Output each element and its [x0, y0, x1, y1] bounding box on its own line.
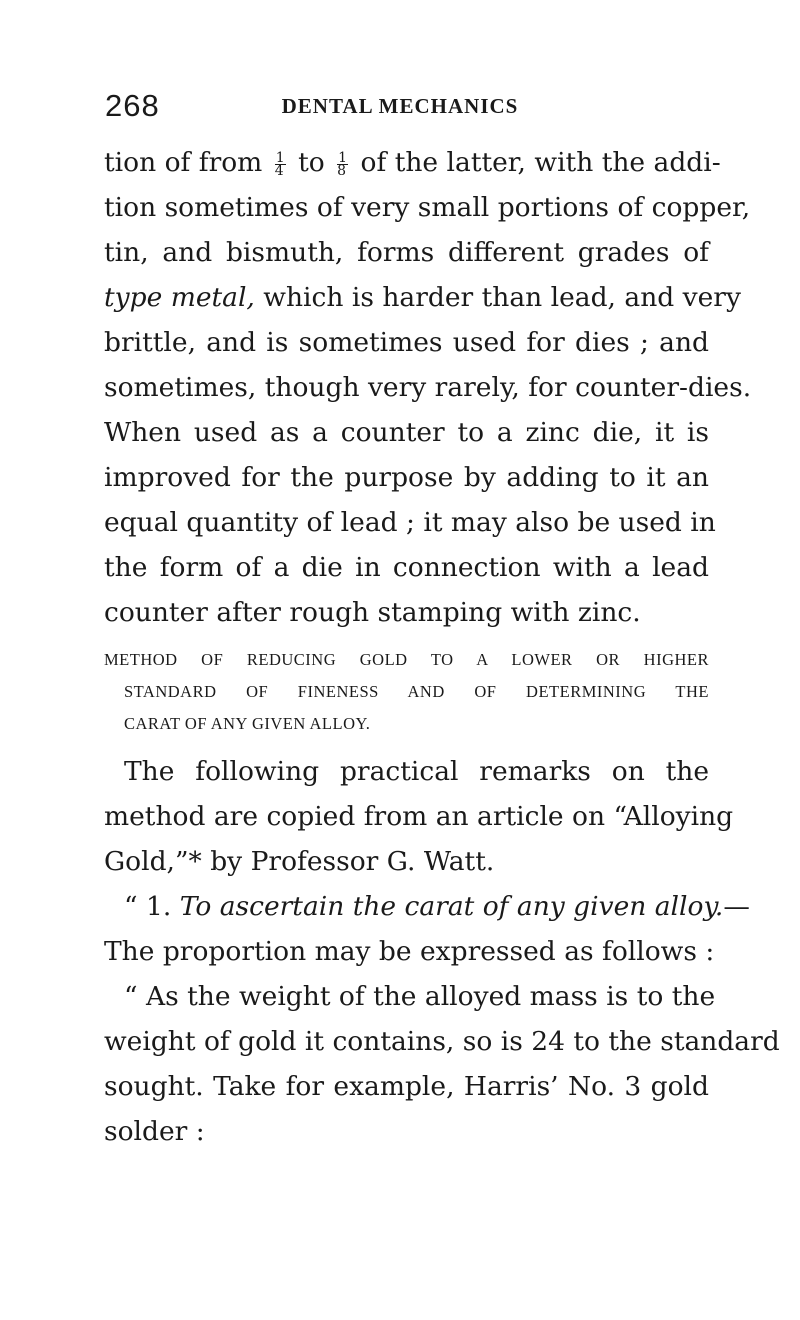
- text-line: tin, and bismuth, forms different grades of: [104, 237, 709, 268]
- text-line: improved for the purpose by adding to it an: [104, 462, 709, 493]
- page-header: [0, 88, 800, 128]
- text-line: weight of gold it contains, so is 24 to the standard: [104, 1026, 780, 1057]
- text-line: The following practical remarks on the: [124, 756, 709, 787]
- italic-subheading: To ascertain the carat of any given alloy.: [179, 891, 724, 922]
- text-line: When used as a counter to a zinc die, it is: [104, 417, 709, 448]
- text-line: “ 1. To ascertain the carat of any given alloy.—: [124, 891, 750, 922]
- text-line: counter after rough stamping with zinc.: [104, 597, 641, 628]
- fraction-eighth: $\frac{1}{8}$: [337, 149, 348, 179]
- text-line: sometimes, though very rarely, for counter-dies.: [104, 372, 752, 403]
- text-line: “ As the weight of the alloyed mass is to the: [124, 981, 716, 1012]
- running-head: DENTAL MECHANICS: [281, 94, 519, 118]
- text-line: sought. Take for example, Harris’ No. 3 gold: [104, 1071, 709, 1102]
- text-line: the form of a die in connection with a lead: [104, 552, 709, 583]
- heading-line: CARAT OF ANY GIVEN ALLOY.: [124, 714, 371, 733]
- text-line: Gold,”* by Professor G. Watt.: [104, 846, 495, 877]
- text-line: type metal, which is harder than lead, and very: [104, 282, 741, 313]
- heading-line: METHOD OF REDUCING GOLD TO A LOWER OR HIGHER: [104, 650, 709, 669]
- text-line: method are copied from an article on “Alloying: [104, 801, 734, 832]
- text-line: The proportion may be expressed as follows :: [104, 936, 715, 967]
- text-line: tion sometimes of very small portions of copper,: [104, 192, 751, 223]
- italic-term: type metal,: [104, 282, 255, 313]
- text-line: brittle, and is sometimes used for dies ; and: [104, 327, 709, 358]
- page-number: 268: [105, 88, 160, 123]
- fraction-quarter: $\frac{1}{4}$: [274, 149, 285, 179]
- text-line: tion of from $\frac{1}{4}$ to $\frac{1}{8}$ of the latter, with the addi-: [104, 147, 721, 179]
- text-line: solder :: [104, 1116, 205, 1147]
- text-line: equal quantity of lead ; it may also be used in: [104, 507, 716, 538]
- heading-line: STANDARD OF FINENESS AND OF DETERMINING THE: [124, 682, 709, 701]
